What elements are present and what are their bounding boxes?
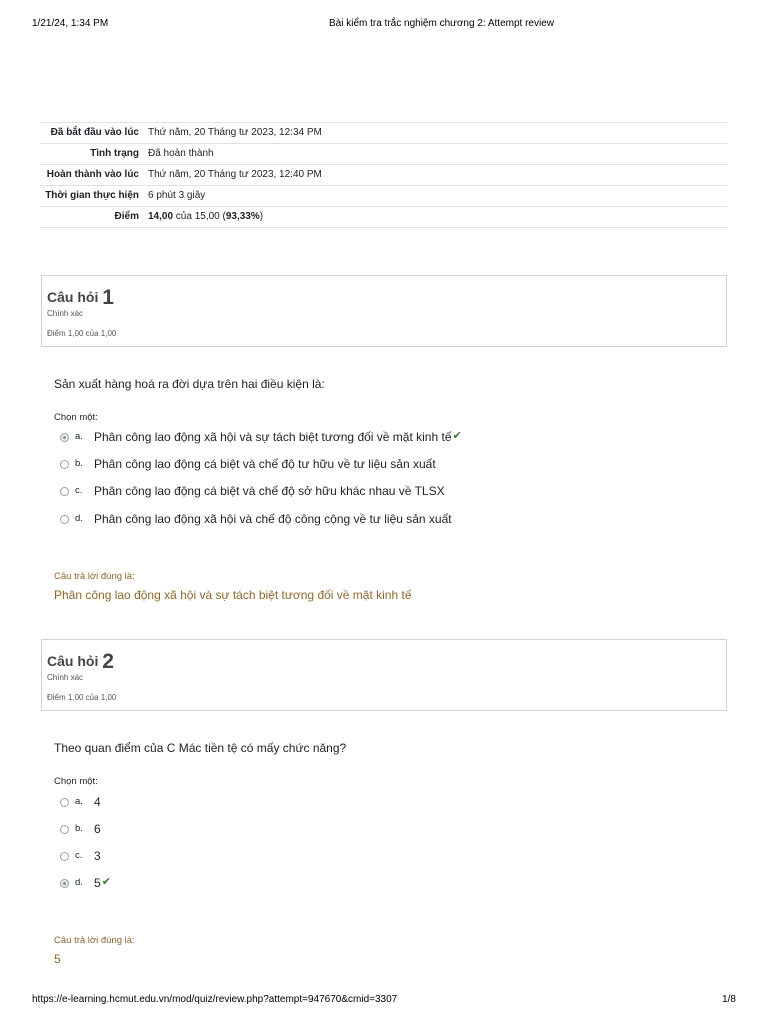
question-state: Chính xác xyxy=(47,309,84,318)
option-text: 5 xyxy=(94,876,101,890)
option-letter: d. xyxy=(75,877,83,888)
question-2-feedback-answer: 5 xyxy=(54,952,61,966)
radio-icon[interactable] xyxy=(60,515,69,524)
print-title: Bài kiểm tra trắc nghiệm chương 2: Attempt review xyxy=(328,18,554,29)
question-number: 1 xyxy=(102,286,114,309)
question-2-prompt: Chọn một: xyxy=(54,776,98,787)
question-2-text: Theo quan điểm của C Mác tiền tệ có mấy chức năng? xyxy=(54,741,347,755)
question-grade: Điểm 1,00 của 1,00 xyxy=(47,329,117,338)
radio-icon[interactable] xyxy=(60,852,69,861)
summary-value: Đã hoàn thành xyxy=(144,144,727,165)
summary-row xyxy=(40,123,727,144)
score-value xyxy=(144,207,727,228)
radio-icon[interactable] xyxy=(60,433,69,442)
summary-row-score xyxy=(40,207,727,228)
question-2-info xyxy=(41,639,727,711)
radio-icon[interactable] xyxy=(60,460,69,469)
question-1-prompt: Chọn một: xyxy=(54,412,98,423)
summary-row xyxy=(40,165,727,186)
summary-value: 6 phút 3 giây xyxy=(144,186,727,207)
option-text: Phân công lao động cá biệt và chế độ tư hữu về tư liệu sản xuất xyxy=(94,457,436,471)
summary-label: Hoàn thành vào lúc xyxy=(40,165,144,186)
option-text: Phân công lao động xã hội và chế độ công cộng về tư liệu sản xuất xyxy=(94,512,452,526)
summary-label: Thời gian thực hiện xyxy=(40,186,144,207)
option-letter: d. xyxy=(75,513,83,524)
summary-value: Thứ năm, 20 Tháng tư 2023, 12:40 PM xyxy=(144,165,727,186)
option-letter: b. xyxy=(75,823,83,834)
print-url: https://e-learning.hcmut.edu.vn/mod/quiz/review.php?attempt=947670&cmid=3307 xyxy=(32,994,398,1005)
question-title xyxy=(47,284,114,308)
option-text: 4 xyxy=(94,795,101,809)
question-title-prefix: Câu hỏi xyxy=(47,289,99,305)
checkmark-icon: ✔ xyxy=(101,876,111,888)
question-1-feedback-answer: Phân công lao động xã hội và sự tách biệt tương đối về mặt kinh tế xyxy=(54,588,412,602)
question-1-info xyxy=(41,275,727,347)
question-number: 2 xyxy=(102,650,114,673)
print-footer xyxy=(0,994,768,1008)
question-1-feedback-label: Câu trả lời đúng là: xyxy=(54,571,135,582)
checkmark-icon: ✔ xyxy=(452,430,462,442)
summary-row xyxy=(40,144,727,165)
option-text: Phân công lao động cá biệt và chế độ sở hữu khác nhau về TLSX xyxy=(94,484,445,498)
option-letter: a. xyxy=(75,431,83,442)
score-close: ) xyxy=(259,211,264,222)
score-of-text: của 15,00 ( xyxy=(173,211,226,222)
option-letter: b. xyxy=(75,458,83,469)
option-letter: a. xyxy=(75,796,83,807)
option-text: Phân công lao động xã hội và sự tách biệt tương đối về mặt kinh tế xyxy=(94,430,452,444)
question-state: Chính xác xyxy=(47,673,84,682)
option-text: 3 xyxy=(94,849,101,863)
summary-label: Tình trạng xyxy=(40,144,144,165)
option-text: 6 xyxy=(94,822,101,836)
print-datetime: 1/21/24, 1:34 PM xyxy=(32,18,109,29)
summary-value: Thứ năm, 20 Tháng tư 2023, 12:34 PM xyxy=(144,123,727,144)
radio-icon[interactable] xyxy=(60,487,69,496)
question-grade: Điểm 1,00 của 1,00 xyxy=(47,693,117,702)
option-letter: c. xyxy=(75,485,83,496)
question-title-prefix: Câu hỏi xyxy=(47,653,99,669)
radio-icon[interactable] xyxy=(60,798,69,807)
score-percent: 93,33% xyxy=(225,211,260,222)
option-text-wrap xyxy=(94,430,462,444)
attempt-summary-table xyxy=(40,122,727,228)
radio-icon[interactable] xyxy=(60,879,69,888)
question-title xyxy=(47,648,114,672)
score-points: 14,00 xyxy=(148,211,174,222)
summary-row xyxy=(40,186,727,207)
page-number: 1/8 xyxy=(722,994,736,1005)
score-label: Điểm xyxy=(40,207,144,228)
print-header xyxy=(0,18,768,32)
option-text-wrap xyxy=(94,876,111,890)
option-letter: c. xyxy=(75,850,83,861)
radio-icon[interactable] xyxy=(60,825,69,834)
question-1-text: Sản xuất hàng hoá ra đời dựa trên hai điều kiện là: xyxy=(54,377,325,391)
question-2-feedback-label: Câu trả lời đúng là: xyxy=(54,935,135,946)
summary-label: Đã bắt đầu vào lúc xyxy=(40,123,144,144)
